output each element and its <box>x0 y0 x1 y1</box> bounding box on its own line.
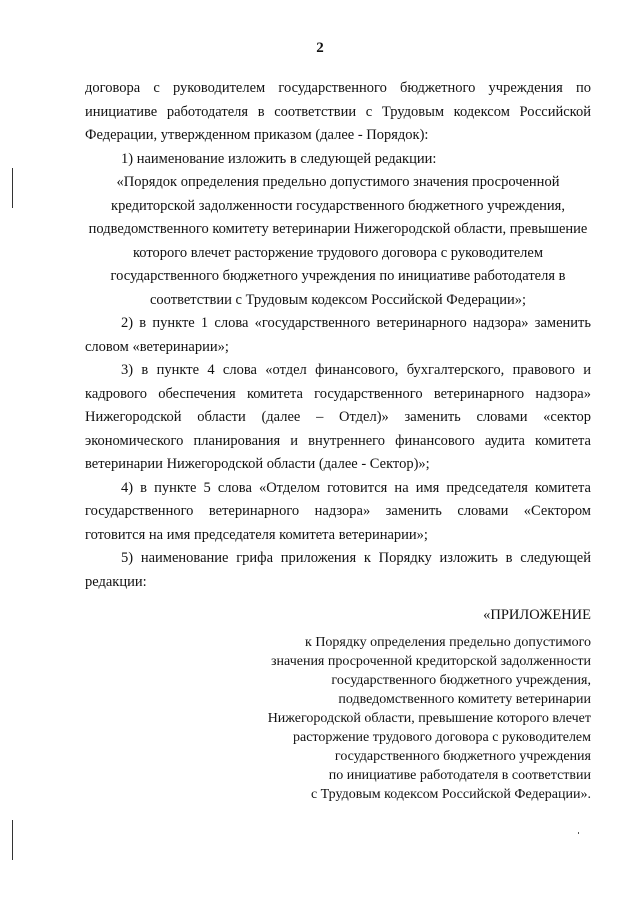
document-body <box>85 77 591 634</box>
list-item-2: 2) в пункте 1 слова «государственного ветеринарного надзора» заменить словом «ветеринарии»; <box>85 315 591 355</box>
appendix-line: значения просроченной кредиторской задолженности <box>271 654 591 669</box>
quoted-title <box>85 171 591 312</box>
appendix-line: Нижегородской области, превышение которого влечет <box>267 711 591 726</box>
paragraph-intro: договора с руководителем государственного бюджетного учреждения по инициативе работодателя в соответствии с Трудовым кодексом Российской Федерации, утвержденном приказом (далее - Порядок): <box>85 80 591 143</box>
quoted-title-line: подведомственного комитету ветеринарии Нижегородской области, превышение <box>88 221 588 237</box>
scan-margin-line-top <box>12 168 13 208</box>
quoted-title-line: «Порядок определения предельно допустимого значения просроченной <box>116 174 560 190</box>
list-item-5: 5) наименование грифа приложения к Порядку изложить в следующей редакции: <box>85 550 591 590</box>
quoted-title-line: которого влечет расторжение трудового договора с руководителем <box>132 244 544 261</box>
list-item-1: 1) наименование изложить в следующей редакции: <box>121 150 437 167</box>
appendix-line: к Порядку определения предельно допустимого <box>305 635 591 650</box>
appendix-line: подведомственного комитету ветеринарии <box>338 692 591 707</box>
page-number: 2 <box>316 40 324 56</box>
quoted-title-line: государственного бюджетного учреждения по инициативе работодателя в <box>110 268 566 284</box>
appendix-line: государственного бюджетного учреждения, <box>331 673 591 688</box>
quoted-title-line: соответствии с Трудовым кодексом Российской Федерации»; <box>149 291 527 308</box>
appendix-line: с Трудовым кодексом Российской Федерации». <box>310 787 591 802</box>
scan-speck <box>578 832 579 834</box>
scan-margin-line-bottom <box>12 820 13 860</box>
quoted-title-line: кредиторской задолженности государственного бюджетного учреждения, <box>111 197 565 214</box>
appendix-heading-block <box>231 633 591 804</box>
list-item-4: 4) в пункте 5 слова «Отделом готовится на имя председателя комитета государственного ветеринарного надзора» заменить словами «Сектором готовится на имя председателя комитета ветеринарии»; <box>85 479 591 543</box>
appendix-line: расторжение трудового договора с руководителем <box>293 730 591 745</box>
appendix-line: по инициативе работодателя в соответствии <box>328 768 591 783</box>
appendix-line: государственного бюджетного учреждения <box>334 749 591 764</box>
list-item-3: 3) в пункте 4 слова «отдел финансового, бухгалтерского, правового и кадрового обеспечения комитета государственного ветеринарного надзора» Нижегородской области (далее – Отдел)» заменить словами «сектор экономического планирования и внутреннего финансового аудита комитета ветеринарии Нижегородской области (далее - Сектор)»; <box>85 362 591 472</box>
appendix-title: «ПРИЛОЖЕНИЕ <box>483 607 591 623</box>
